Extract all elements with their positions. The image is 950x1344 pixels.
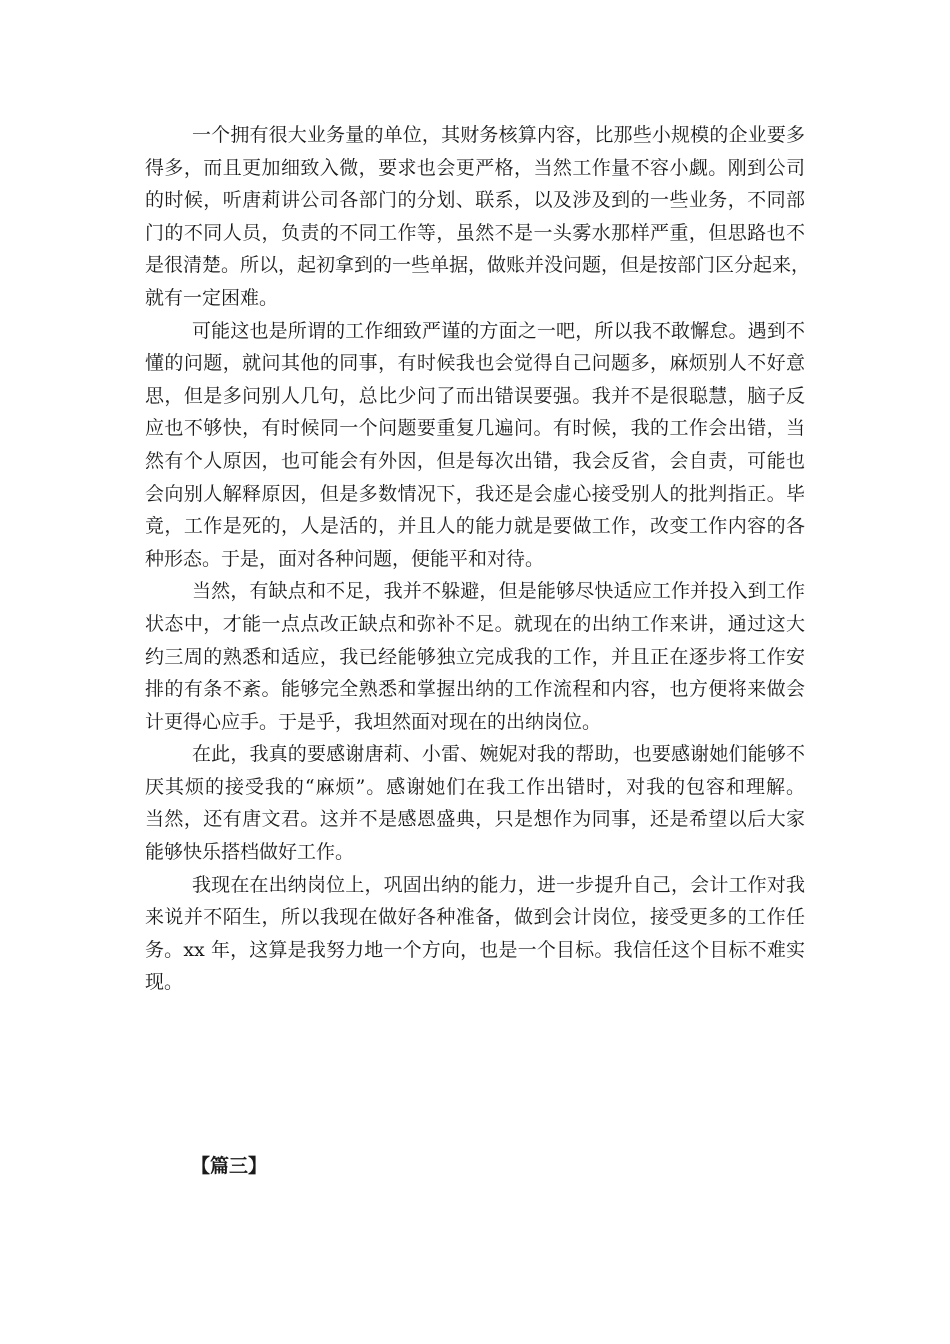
paragraph-4 xyxy=(145,738,805,868)
paragraph-line: 务。xx 年，这算是我努力地一个方向，也是一个目标。我信任这个目标不难实 xyxy=(145,938,805,961)
paragraph-5 xyxy=(145,869,805,999)
paragraph-line: 一个拥有很大业务量的单位，其财务核算内容，比那些小规模的企业要多 xyxy=(192,124,805,146)
paragraph-line: 就有一定困难。 xyxy=(145,286,279,309)
paragraph-line: 是很清楚。所以，起初拿到的一些单据，做账并没问题，但是按部门区分起来， xyxy=(145,254,811,277)
paragraph-line: 懂的问题，就问其他的同事，有时候我也会觉得自己问题多，麻烦别人不好意 xyxy=(145,352,805,375)
section-heading: 【篇三】 xyxy=(191,1155,268,1177)
paragraph-line: 现。 xyxy=(145,971,184,994)
paragraph-line: 当然，有缺点和不足，我并不躲避，但是能够尽快适应工作并投入到工作 xyxy=(192,580,805,603)
paragraph-line: 我现在在出纳岗位上，巩固出纳的能力，进一步提升自己，会计工作对我 xyxy=(192,873,805,896)
paragraph-line: 能够快乐搭档做好工作。 xyxy=(145,841,355,864)
paragraph-1 xyxy=(145,119,811,315)
paragraph-line: 应也不够快，有时候同一个问题要重复几遍问。有时候，我的工作会出错，当 xyxy=(145,417,805,440)
paragraph-line: 排的有条不紊。能够完全熟悉和掌握出纳的工作流程和内容，也方便将来做会 xyxy=(145,678,805,701)
paragraph-line: 会向别人解释原因，但是多数情况下，我还是会虚心接受别人的批判指正。毕 xyxy=(145,482,805,505)
paragraph-line: 可能这也是所谓的工作细致严谨的方面之一吧，所以我不敢懈怠。遇到不 xyxy=(192,319,805,342)
paragraph-line: 思，但是多问别人几句，总比少问了而出错误要强。我并不是很聪慧，脑子反 xyxy=(145,384,805,407)
paragraph-line: 种形态。于是，面对各种问题，便能平和对待。 xyxy=(145,547,545,570)
paragraph-line: 的时候，听唐莉讲公司各部门的分划、联系，以及涉及到的一些业务，不同部 xyxy=(145,189,805,212)
paragraph-2 xyxy=(145,315,805,576)
paragraph-3 xyxy=(145,575,805,738)
paragraph-line: 然有个人原因，也可能会有外因，但是每次出错，我会反省，会自责，可能也 xyxy=(145,449,805,472)
body-text xyxy=(145,119,811,999)
paragraph-line: 来说并不陌生，所以我现在做好各种准备，做到会计岗位，接受更多的工作任 xyxy=(145,906,805,929)
paragraph-line: 门的不同人员，负责的不同工作等，虽然不是一头雾水那样严重，但思路也不 xyxy=(145,221,805,244)
paragraph-line: 竟，工作是死的，人是活的，并且人的能力就是要做工作，改变工作内容的各 xyxy=(145,515,805,538)
paragraph-line: 当然，还有唐文君。这并不是感恩盛典，只是想作为同事，还是希望以后大家 xyxy=(145,808,805,831)
paragraph-line: 厌其烦的接受我的“麻烦”。感谢她们在我工作出错时，对我的包容和理解。 xyxy=(145,775,805,798)
paragraph-line: 得多，而且更加细致入微，要求也会更严格，当然工作量不容小觑。刚到公司 xyxy=(145,156,805,179)
paragraph-line: 计更得心应手。于是乎，我坦然面对现在的出纳岗位。 xyxy=(145,710,602,733)
paragraph-line: 状态中，才能一点点改正缺点和弥补不足。就现在的出纳工作来讲，通过这大 xyxy=(145,612,805,635)
paragraph-line: 约三周的熟悉和适应，我已经能够独立完成我的工作，并且正在逐步将工作安 xyxy=(145,645,805,668)
paragraph-line: 在此，我真的要感谢唐莉、小雷、婉妮对我的帮助，也要感谢她们能够不 xyxy=(192,743,805,766)
